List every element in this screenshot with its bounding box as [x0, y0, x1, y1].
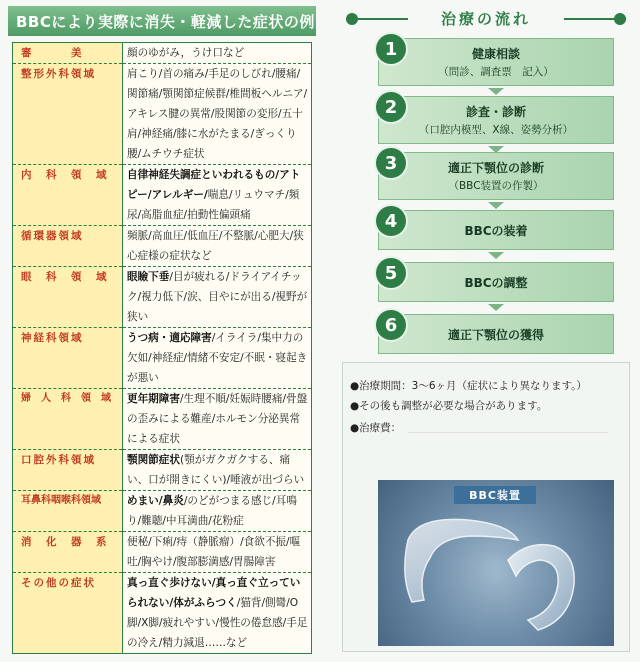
- table-row: [13, 64, 312, 165]
- symptom-text: 肩こり/首の痛み/手足のしびれ/腰痛/関節痛/顎関節症候群/椎間板ヘルニア/アキレス腱の異常/股関節の変形/五十肩/神経痛/膝に水がたまる/ぎっくり腰/ムチウチ症状: [127, 68, 308, 160]
- flow-step-5: [378, 262, 614, 302]
- treatment-flow-header: [346, 8, 626, 30]
- table-row: 神経科領域 うつ病・適応障害/イライラ/集中力の欠如/神経症/情緒不安定/不眠・寝起きが悪い: [13, 328, 312, 389]
- down-arrow-icon: [488, 252, 504, 259]
- symptom-table: [12, 42, 312, 654]
- header-rule: [346, 18, 408, 20]
- step-number-badge: 4: [376, 206, 406, 236]
- category-orthopedic: 整形外科領域: [13, 64, 123, 165]
- symptom-text: /生理不順/妊娠時腰痛/骨盤の歪みによる難産/ホルモン分泌異常による症状: [127, 393, 308, 445]
- treatment-period-text: ●治療期間：3～6ヶ月（症状により異なります。）: [350, 380, 587, 392]
- symptom-text: 喘息/リュウマチ/頻尿/高脂血症/拍動性偏頭痛: [127, 189, 300, 221]
- step-label: 診査・診断: [465, 105, 526, 119]
- flow-step-1: [378, 38, 614, 86]
- table-row: [13, 532, 312, 573]
- step-label: BBCの調整: [464, 275, 528, 290]
- category-gynecology: 婦 人 科 領 域: [13, 389, 123, 450]
- symptom-text: 頻脈/高血圧/低血圧/不整脈/心肥大/狭心症様の症状など: [127, 230, 304, 262]
- category-ophthalmology: 眼 科 領 域: [13, 267, 123, 328]
- step-number-badge: 2: [376, 92, 406, 122]
- category-other: その他の症状: [13, 573, 123, 654]
- category-circulatory: 循環器領域: [13, 226, 123, 267]
- step-sub: （問診、調査票 記入）: [438, 66, 554, 78]
- step-number-badge: 6: [376, 310, 406, 340]
- table-row: 口腔外科領域 顎関節症状(顎がガクガクする、痛い、口が開きにくい)/唾液が出づらい: [13, 450, 312, 491]
- step-sub: （BBC装置の作製）: [448, 180, 544, 192]
- down-arrow-icon: [488, 304, 504, 311]
- step-label: BBCの装着: [464, 223, 528, 238]
- flow-step-2: [378, 96, 614, 144]
- fee-blank-line: [408, 432, 608, 433]
- table-row: [13, 43, 312, 64]
- step-label: 健康相談: [471, 47, 520, 61]
- category-internal-medicine: 内 科 領 域: [13, 165, 123, 226]
- symptom-text: /目が疲れる/ドライアイチック/視力低下/涙、目やにが出る/視野が狭い: [127, 271, 308, 323]
- step-label: 適正下顎位の診断: [447, 161, 544, 175]
- table-row: 眼 科 領 域 眼瞼下垂/目が疲れる/ドライアイチック/視力低下/涙、目やにが出る/視野が狭い: [13, 267, 312, 328]
- header-dot-icon: [614, 13, 626, 25]
- category-oral-surgery: 口腔外科領域: [13, 450, 123, 491]
- table-row: その他の症状 真っ直ぐ歩けない/真っ直ぐ立っていられない/体がふらつく/猫背/側彎/O脚/X脚/疲れやすい/慢性の倦怠感/手足の冷え/精力減退……など: [13, 573, 312, 654]
- adjustment-note-text: ●その後も調整が必要な場合があります。: [350, 400, 548, 412]
- table-row: [13, 226, 312, 267]
- category-neurology: 神経科領域: [13, 328, 123, 389]
- category-ent: 耳鼻科咽喉科領域: [13, 491, 123, 532]
- down-arrow-icon: [488, 88, 504, 95]
- symptom-text: /のどがつまる感じ/耳鳴り/難聴/中耳満曲/花粉症: [127, 495, 297, 527]
- flow-step-3: [378, 152, 614, 200]
- symptom-list-title: BBCにより実際に消失・軽減した症状の例: [8, 6, 316, 36]
- step-number-badge: 3: [376, 148, 406, 178]
- symptom-text: /イライラ/集中力の欠如/神経症/情緒不安定/不眠・寝起きが悪い: [127, 332, 308, 384]
- bbc-device-photo: [378, 480, 614, 646]
- symptom-text: 便秘/下痢/痔（静脈瘤）/食欲不振/嘔吐/胸やけ/腹部膨満感/胃腸障害: [127, 536, 301, 568]
- photo-label: BBC装置: [454, 486, 536, 504]
- treatment-flow-title: 治療の流れ: [440, 10, 531, 28]
- flow-step-6: [378, 314, 614, 354]
- step-sub: （口腔内模型、X線、姿勢分析）: [418, 124, 574, 136]
- step-number-badge: 5: [376, 258, 406, 288]
- flow-step-4: [378, 210, 614, 250]
- mouthpiece-illustration: [378, 480, 614, 646]
- table-row: 婦 人 科 領 域 更年期障害/生理不順/妊娠時腰痛/骨盤の歪みによる難産/ホルモン分泌異常による症状: [13, 389, 312, 450]
- down-arrow-icon: [488, 202, 504, 209]
- table-row: 耳鼻科咽喉科領域 めまい/鼻炎/のどがつまる感じ/耳鳴り/難聴/中耳満曲/花粉症: [13, 491, 312, 532]
- category-aesthetic: 審 美: [13, 43, 123, 64]
- symptom-text: /猫背/側彎/O脚/X脚/疲れやすい/慢性の倦怠感/手足の冷え/精力減退……など: [127, 597, 308, 649]
- treatment-fee-label: ●治療費：: [350, 422, 402, 434]
- step-number-badge: 1: [376, 34, 406, 64]
- symptom-text: (顎がガクガクする、痛い、口が開きにくい)/唾液が出づらい: [127, 454, 305, 486]
- table-row: 内 科 領 域 自律神経失調症といわれるもの/アトピー/アレルギー/喘息/リュウマチ/頻尿/高脂血症/拍動性偏頭痛: [13, 165, 312, 226]
- symptom-text: 顔のゆがみ，うけ口など: [127, 47, 245, 59]
- category-digestive: 消 化 器 系: [13, 532, 123, 573]
- step-label: 適正下顎位の獲得: [447, 327, 544, 342]
